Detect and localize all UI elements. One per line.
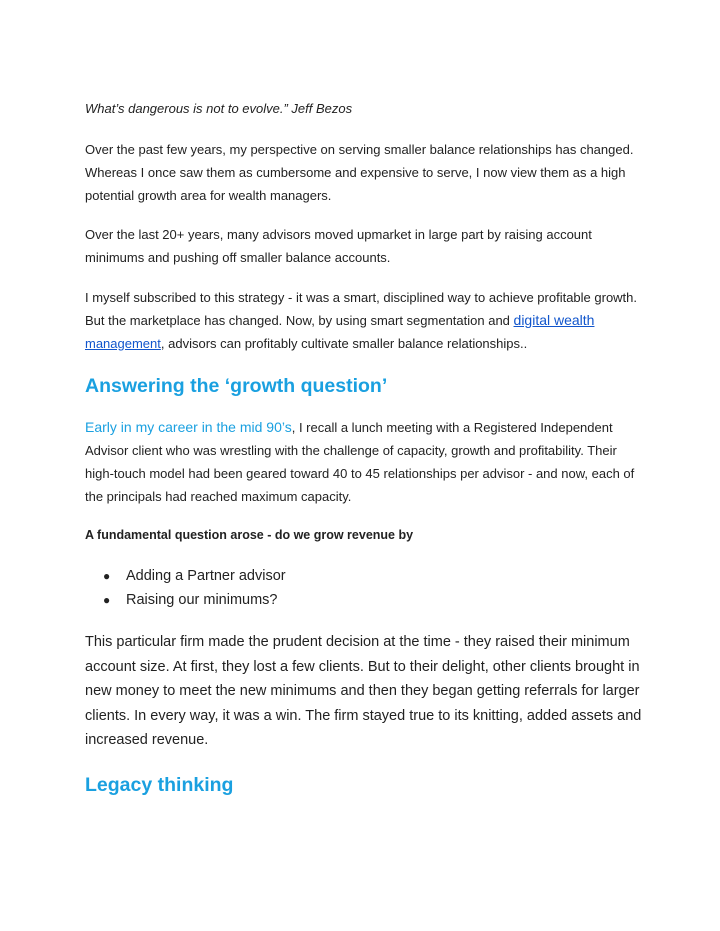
paragraph-strategy xyxy=(85,286,645,355)
list-item-label: Raising our minimums? xyxy=(126,592,278,608)
bullet-icon: ● xyxy=(103,593,111,607)
fundamental-question: A fundamental question arose - do we grow revenue by xyxy=(85,528,414,542)
paragraph-upmarket: Over the last 20+ years, many advisors moved upmarket in large part by raising account minimums and pushing off smaller balance accounts. xyxy=(85,227,592,265)
epigraph-quote: What’s dangerous is not to evolve.” Jeff Bezos xyxy=(85,101,353,116)
early-career-text: , I recall a lunch meeting with a Registered Independent Advisor client who was wrestling with the challenge of capacity, growth and profitability. Their high-touch model had been geared toward 40 to 45 relationships per advisor - and now, each of the principals had reached maximum capacity. xyxy=(85,420,635,504)
paragraph-perspective: Over the past few years, my perspective on serving smaller balance relationships has changed. Whereas I once saw them as cumbersome and expensive to serve, I now view them as a high potential growth area for wealth managers. xyxy=(85,142,634,203)
paragraph-strategy-text: I myself subscribed to this strategy - it was a smart, disciplined way to achieve profitable growth. But the marketplace has changed. Now, by using smart segmentation and xyxy=(85,290,638,328)
paragraph-firm-decision: This particular firm made the prudent decision at the time - they raised their minimum account size. At first, they lost a few clients. But to their delight, other clients brought in new money to meet the new minimums and then they began getting referrals for larger clients. In every way, it was a win. The firm stayed true to its knitting, added assets and increased revenue. xyxy=(85,634,642,749)
management-link[interactable]: management xyxy=(85,336,161,351)
heading-growth-question: Answering the ‘growth question’ xyxy=(85,375,388,397)
list-item-label: Adding a Partner advisor xyxy=(126,568,286,584)
paragraph-strategy-end: , advisors can profitably cultivate smaller balance relationships.. xyxy=(160,336,528,351)
bullet-list xyxy=(85,564,286,612)
early-career-accent: Early in my career in the mid 90’s xyxy=(85,419,292,435)
bullet-icon: ● xyxy=(103,569,111,583)
digital-wealth-link[interactable]: digital wealth xyxy=(513,312,595,328)
paragraph-early-career xyxy=(85,416,645,508)
list-item xyxy=(85,564,286,588)
list-item xyxy=(85,588,286,612)
heading-legacy-thinking: Legacy thinking xyxy=(85,774,234,796)
